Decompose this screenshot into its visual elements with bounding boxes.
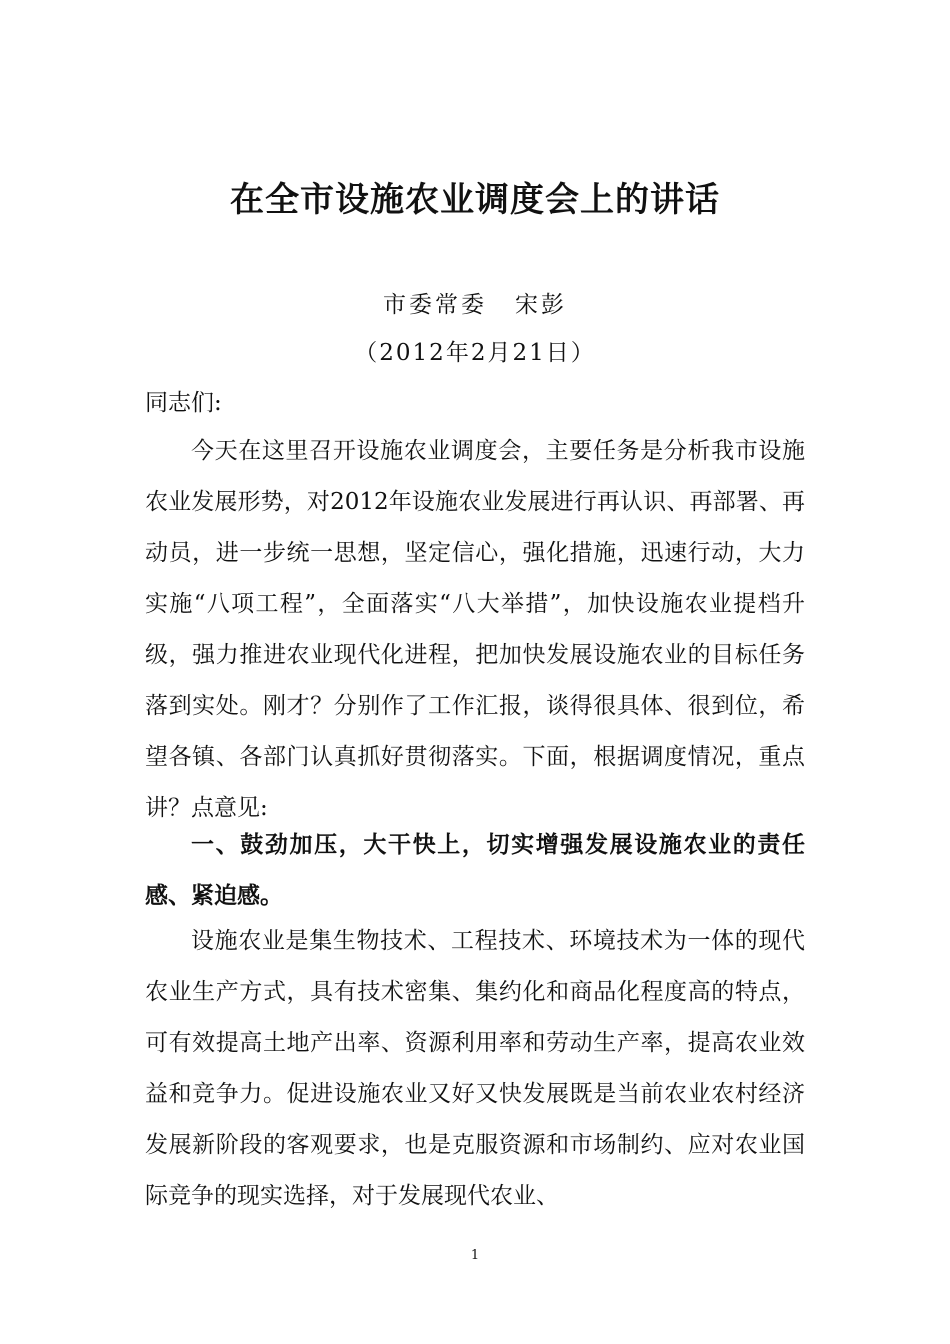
speech-title: 在全市设施农业调度会上的讲话 bbox=[230, 180, 720, 220]
author-name: 宋彭 bbox=[515, 292, 567, 318]
author-line bbox=[0, 286, 950, 319]
author-position: 市委常委 bbox=[383, 292, 487, 318]
speech-date: （2012年2月21日） bbox=[354, 340, 596, 366]
salutation: 同志们: bbox=[145, 390, 222, 416]
body-paragraph-1: 今天在这里召开设施农业调度会，主要任务是分析我市设施农业发展形势，对2012年设施农业发展进行再认识、再部署、再动员，进一步统一思想，坚定信心，强化措施，迅速行动，大力实施“八项工程”，全面落实“八大举措”，加快设施农业提档升级，强力推进农业现代化进程，把加快发展设施农业的目标任务落到实处。刚才？分别作了工作汇报，谈得很具体、很到位，希望各镇、各部门认真抓好贯彻落实。下面，根据调度情况，重点讲？点意见: bbox=[145, 438, 805, 821]
body-paragraph-2: 设施农业是集生物技术、工程技术、环境技术为一体的现代农业生产方式，具有技术密集、集约化和商品化程度高的特点，可有效提高土地产出率、资源利用率和劳动生产率，提高农业效益和竞争力。促进设施农业又好又快发展既是当前农业农村经济发展新阶段的客观要求，也是克服资源和市场制约、应对农业国际竞争的现实选择，对于发展现代农业、 bbox=[145, 928, 805, 1209]
section-heading-1: 一、鼓劲加压，大干快上，切实增强发展设施农业的责任感、紧迫感。 bbox=[145, 832, 805, 909]
page-number: 1 bbox=[470, 1248, 480, 1263]
